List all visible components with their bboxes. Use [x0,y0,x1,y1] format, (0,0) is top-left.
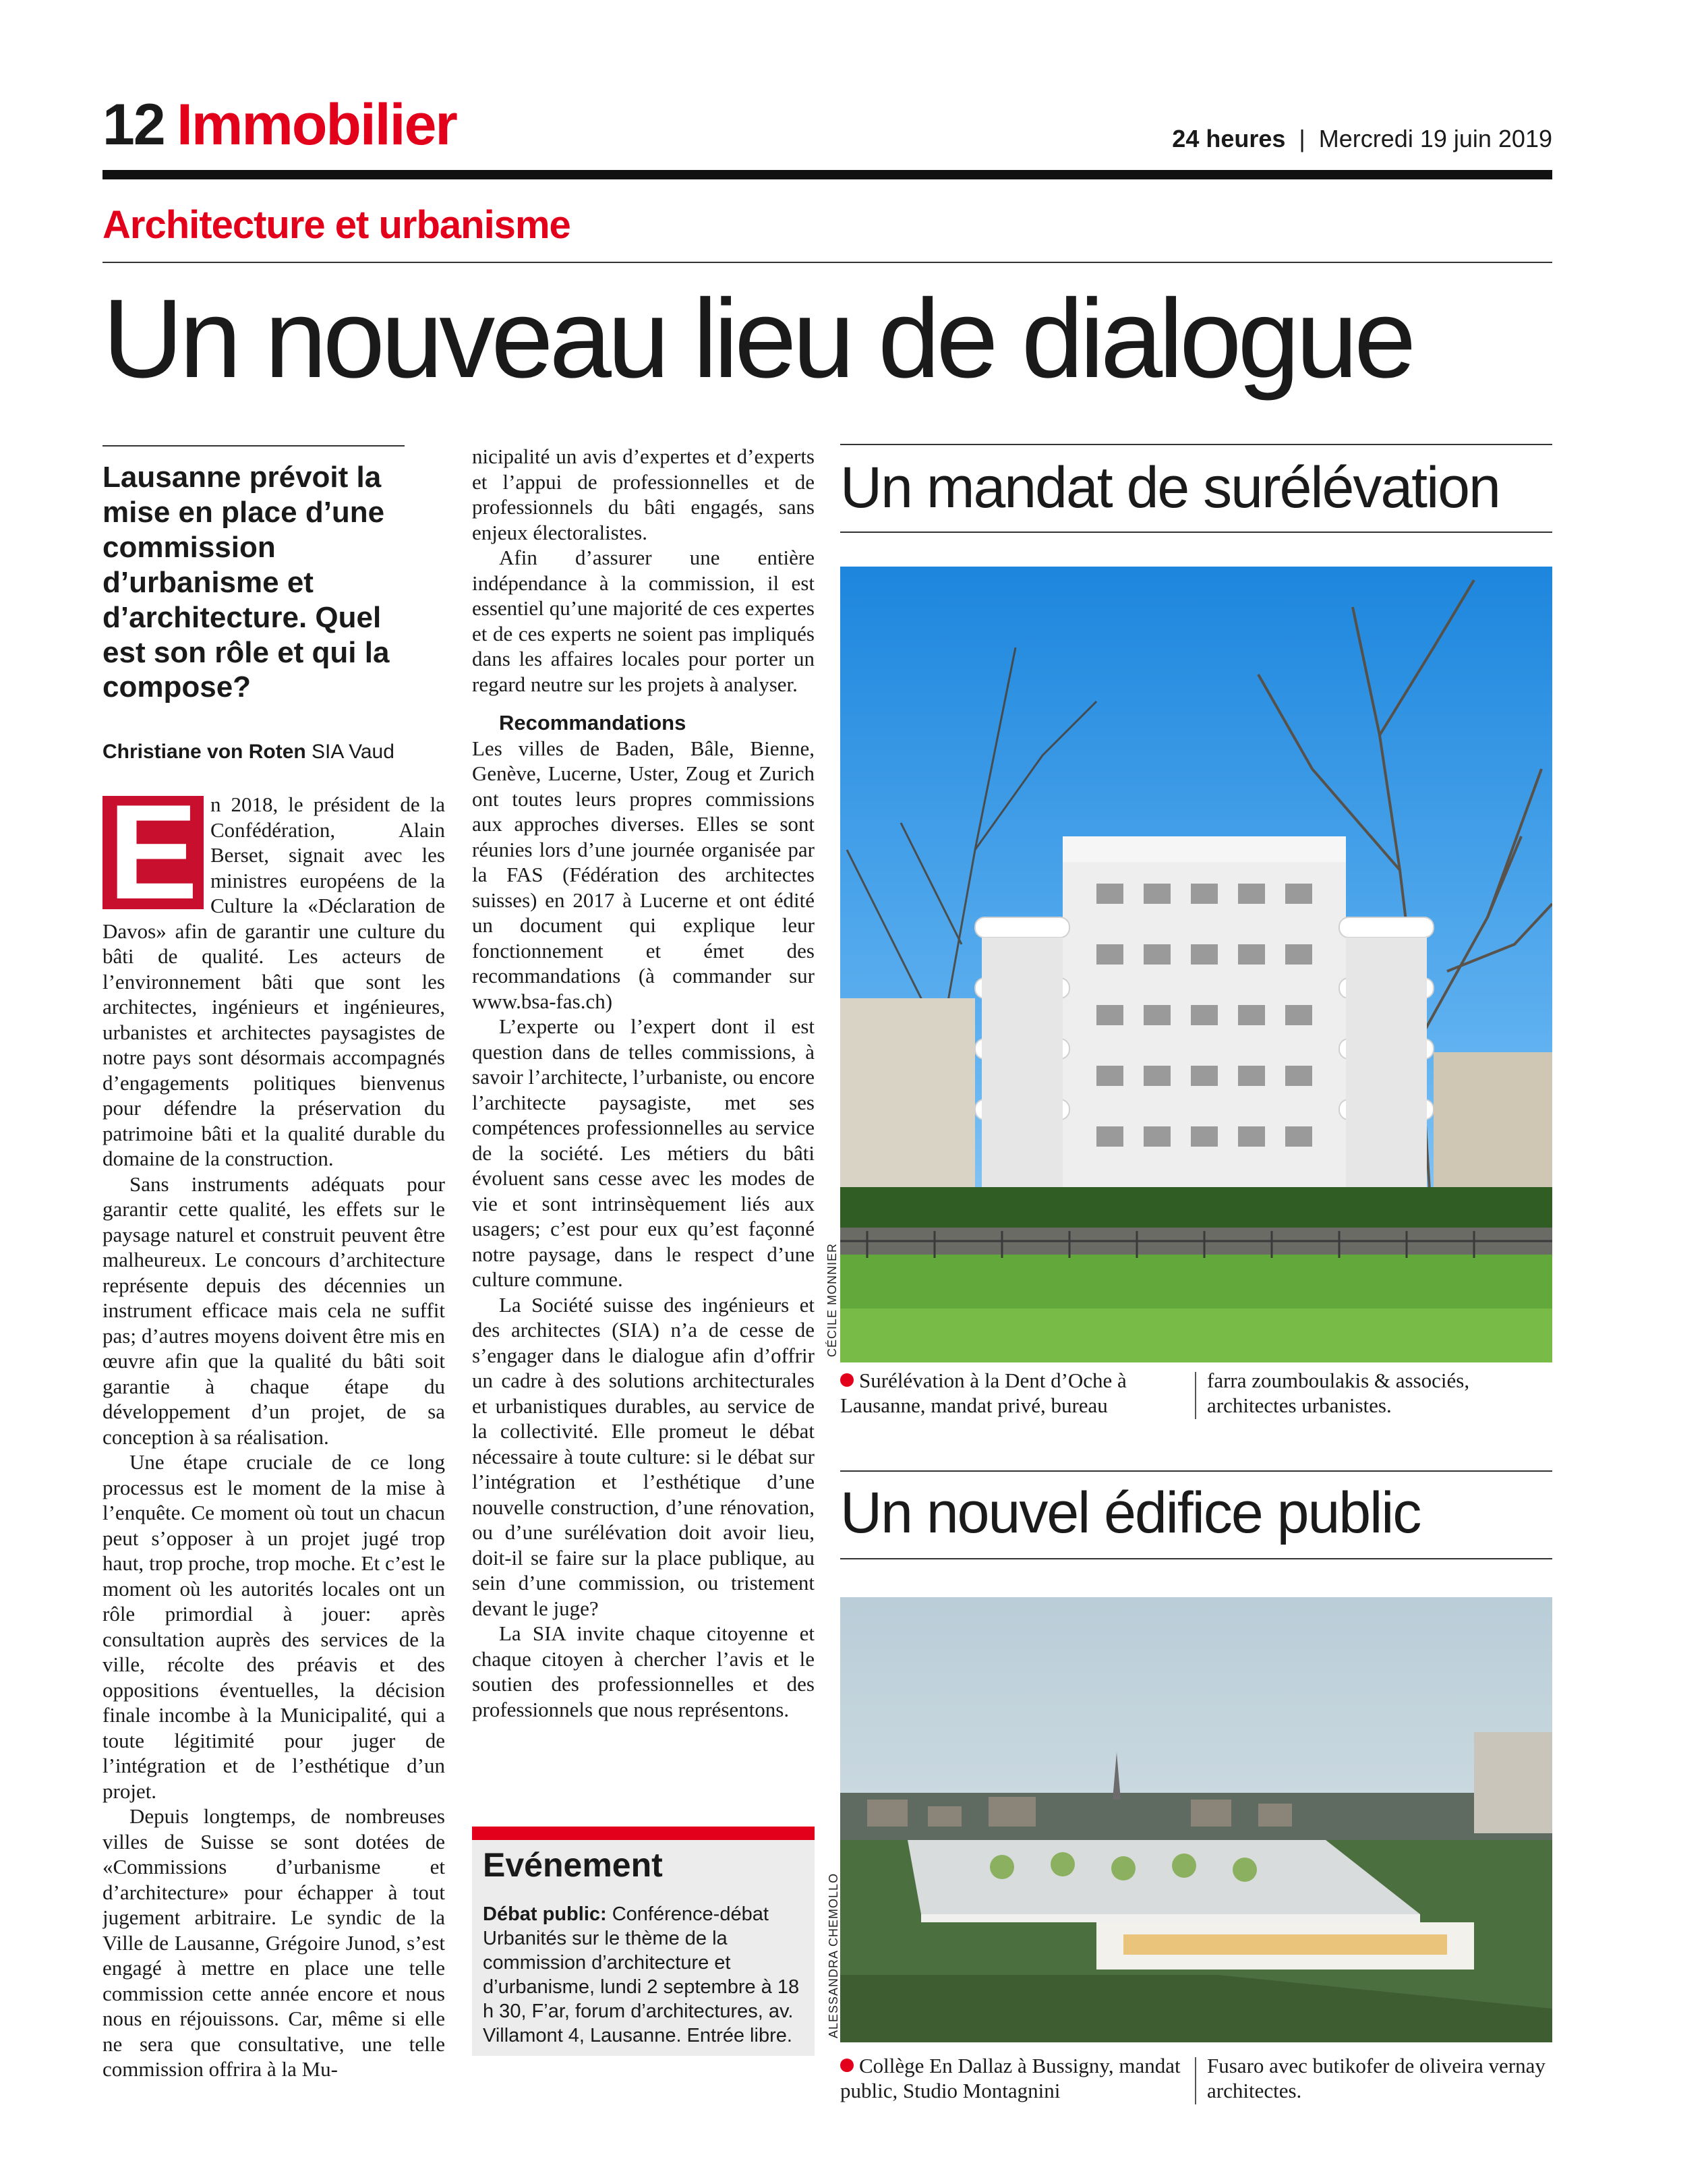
drop-cap-letter: E [108,792,198,927]
masthead-separator: | [1299,125,1305,152]
top-rule [102,170,1552,179]
feature2-bottom-rule [840,1558,1552,1559]
feature2-photo-credit: ALESSANDRA CHEMOLLO [827,1872,840,2038]
article-paragraph: La Société suisse des ingénieurs et des architectes (SIA) n’a de cesse de s’engager dans le dialogue afin d’offrir un cadre à des solutions architecturales et urbanistiques durables, au service de la collectivité. Elle promeut le débat nécessaire à toute culture: si le débat sur l’intégration et l’esthétique d’une nouvelle construction, d’une rénovation, ou d’une surélévation doit avoir lieu, doit-il se faire sur la place publique, au sein d’une commission, ou tristement devant le juge? [472,1292,815,1620]
article-column-1 [102,792,445,2107]
feature2-photo [840,1597,1552,2042]
feature1-bottom-rule [840,531,1552,533]
section-title: Immobilier [177,92,457,157]
feature1-photo [840,567,1552,1362]
byline [102,740,394,764]
article-column-2 [472,444,815,1793]
feature1-caption-left [840,1368,1177,1418]
article-paragraph: La SIA invite chaque citoyenne et chaque citoyen à chercher l’avis et le soutien des professionnelles et des professionnels que nous représentons. [472,1621,815,1721]
article-paragraph: Sans instruments adéquats pour garantir cette qualité, les effets sur le paysage naturel et construit peuvent être malheureux. Le concours d’architecture représente depuis des décennies un instrument efficace mais cela ne suffit pas; d’autres moyens doivent être mis en œuvre afin que la qualité du bâti soit garantie à chaque étape du développement d’un projet, de sa conception à sa réalisation. [102,1172,445,1449]
article-paragraph: Une étape cruciale de ce long processus est le moment de la mise à l’enquête. Ce moment où tout un chacun peut s’opposer à un projet jugé trop haut, trop proche, trop moche. Et c’est le moment où les autorités locales ont un rôle primordial à jouer: après consultation auprès des services de la ville, récolte des préavis et des oppositions éventuelles, la décision finale incombe à la Municipalité, qui a toute légitimité pour juger de l’intégration et de l’esthétique d’un projet. [102,1450,445,1803]
event-title: Evénement [483,1846,663,1884]
caption-separator [1195,1372,1196,1419]
lead-rule [102,445,405,447]
headline: Un nouveau lieu de dialogue [102,277,1413,401]
caption-separator [1195,2057,1196,2104]
article-paragraph: n 2018, le président de la Confédération, Alain Berset, signait avec les ministres européens de la Culture la «Déclaration de Davos» afin de garantir une culture du bâti de qualité. Les acteurs de l’environnement bâti que sont les architectes, ingénieurs et ingénieures, urbanistes et architectes paysagistes de notre pays sont désormais accompagnés d’engagements politiques bienvenus pour défendre la préservation du patrimoine bâti et la qualité durable du domaine de la construction. [102,793,445,1170]
feature1-top-rule [840,444,1552,445]
article-paragraph: Afin d’assurer une entière indépendance à la commission, il est essentiel qu’une majorité de ces expertes et de ces experts ne soient pas impliqués dans les affaires locales pour porter un regard neutre sur les projets à analyser. [472,546,815,696]
caption-bullet-icon [840,1373,854,1387]
article-paragraph: Depuis longtemps, de nombreuses villes de Suisse se sont dotées de «Commissions d’urbanisme et d’architecture» pour échapper à tout jugement arbitraire. Le syndic de la Ville de Lausanne, Grégoire Junod, s’est engagé à mettre en place une telle commission cette année encore et nous nous en réjouissons. Car, même si elle ne sera que consultative, une telle commission offrira à la Mu- [102,1804,445,2081]
event-label: Débat public: [483,1903,607,1925]
event-text [483,1902,805,2048]
feature2-caption-a: Collège En Dallaz à Bussigny, mandat public, Studio Montagnini [840,2054,1181,2102]
feature2-top-rule [840,1470,1552,1472]
masthead [1172,127,1552,151]
feature1-caption-a: Surélévation à la Dent d’Oche à Lausanne, mandat privé, bureau [840,1369,1127,1417]
article-subhead: Recommandations [499,711,686,735]
event-details: Conférence-débat Urbanités sur le thème de la commission d’architecture et d’urbanisme, lundi 2 septembre à 18 h 30, F’ar, forum d’architectures, av. Villamont 4, Lausanne. Entrée libre. [483,1903,800,2046]
rubric-rule [102,262,1552,263]
event-accent-bar [472,1827,815,1840]
feature2-caption-left [840,2053,1191,2103]
caption-bullet-icon [840,2059,854,2072]
issue-date: Mercredi 19 juin 2019 [1318,125,1552,152]
article-paragraph: nicipalité un avis d’expertes et d’experts et l’appui de professionnelles et de professionnels du bâti engagés, sans enjeux électoralistes. [472,444,815,544]
feature2-title: Un nouvel édifice public [840,1481,1421,1545]
feature2-caption-b: Fusaro avec butikofer de oliveira vernay architectes. [1207,2054,1546,2102]
feature1-title: Un mandat de surélévation [840,455,1500,520]
byline-affiliation: SIA Vaud [312,741,394,763]
drop-cap [102,792,204,927]
rubric: Architecture et urbanisme [102,203,570,247]
paper-name: 24 heures [1172,125,1286,152]
feature1-photo-credit: CÉCILE MONNIER [825,1242,839,1357]
article-paragraph: L’experte ou l’expert dont il est question dans de telles commissions, à savoir l’architecte, l’urbaniste, ou encore l’architecte paysagiste, met ses compétences professionnelles au service de la société. Les métiers du bâti évoluent sans cesse avec les modes de vie et sont intrinsèquement liés aux usagers; c’est pour eux qu’est façonné notre paysage, dans le respect d’une culture commune. [472,1014,815,1291]
lead: Lausanne prévoit la mise en place d’une commission d’urbanisme et d’architecture. Quel est son rôle et qui la compose? [102,461,390,704]
feature1-caption-b: farra zoumboulakis & associés, architectes urbanistes. [1207,1369,1470,1417]
byline-author: Christiane von Roten [102,741,306,763]
page-number: 12 [102,92,165,157]
article-paragraph: Les villes de Baden, Bâle, Bienne, Genève, Lucerne, Uster, Zoug et Zurich ont toutes leurs propres commissions aux approches diverses. Elles se sont réunies lors d’une journée organisée par la FAS (Fédération des architectes suisses) en 2017 à Lucerne et ont édité un document qui explique leur fonctionnement et émet des recommandations (à commander sur www.bsa-fas.ch) [472,736,815,1013]
